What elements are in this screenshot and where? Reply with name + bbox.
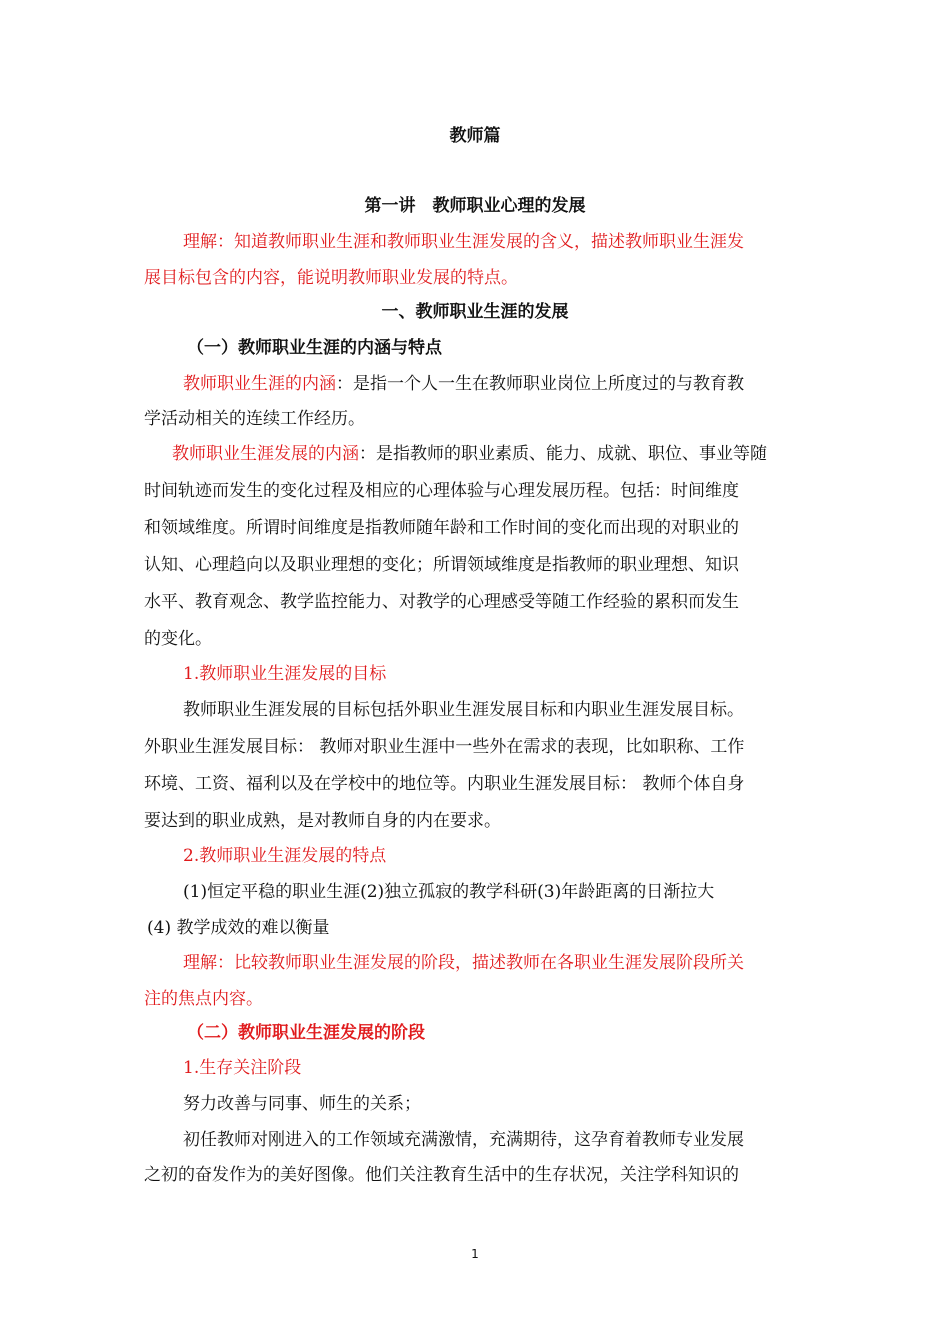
development-meaning-line: 的变化。 bbox=[144, 629, 212, 649]
goals-text-line: 环境、工资、福利以及在学校中的地位等。内职业生涯发展目标： 教师个体自身 bbox=[144, 774, 745, 794]
development-meaning-line: 认知、心理趋向以及职业理想的变化；所谓领域维度是指教师的职业理想、知识 bbox=[144, 555, 739, 575]
sub2-title: （二）教师职业生涯发展的阶段 bbox=[187, 1023, 425, 1043]
document-title: 教师篇 bbox=[449, 126, 501, 146]
goals-text-line: 外职业生涯发展目标： 教师对职业生涯中一些外在需求的表现，比如职称、工作 bbox=[144, 737, 745, 757]
career-meaning-label: 教师职业生涯的内涵 bbox=[183, 374, 336, 394]
section1-title: 一、教师职业生涯的发展 bbox=[381, 302, 569, 322]
page-number: 1 bbox=[471, 1247, 479, 1261]
career-meaning-line2: 学活动相关的连续工作经历。 bbox=[144, 409, 365, 429]
development-meaning-line: 和领域维度。所谓时间维度是指教师随年龄和工作时间的变化而出现的对职业的 bbox=[144, 518, 739, 538]
goals-text-line: 教师职业生涯发展的目标包括外职业生涯发展目标和内职业生涯发展目标。 bbox=[183, 700, 744, 720]
features-heading: 2.教师职业生涯发展的特点 bbox=[183, 846, 387, 866]
sub1-title: （一）教师职业生涯的内涵与特点 bbox=[187, 338, 442, 358]
development-meaning-line: 水平、教育观念、教学监控能力、对教学的心理感受等随工作经验的累积而发生 bbox=[144, 592, 739, 612]
lecture-title: 第一讲 教师职业心理的发展 bbox=[364, 196, 586, 216]
goals-heading: 1.教师职业生涯发展的目标 bbox=[183, 664, 387, 684]
career-meaning-text: ：是指一个人一生在教师职业岗位上所度过的与教育教 bbox=[336, 374, 744, 394]
features-text-line: (4) 教学成效的难以衡量 bbox=[147, 918, 330, 938]
features-text-line: (1)恒定平稳的职业生涯(2)独立孤寂的教学科研(3)年龄距离的日渐拉大 bbox=[183, 882, 715, 902]
stage1-text-line: 之初的奋发作为的美好图像。他们关注教育生活中的生存状况，关注学科知识的 bbox=[144, 1165, 739, 1185]
goals-text-line: 要达到的职业成熟，是对教师自身的内在要求。 bbox=[144, 811, 501, 831]
goal1-line2: 展目标包含的内容，能说明教师职业发展的特点。 bbox=[144, 268, 518, 288]
development-meaning-line: 时间轨迹而发生的变化过程及相应的心理体验与心理发展历程。包括：时间维度 bbox=[144, 481, 739, 501]
development-meaning-text: ：是指教师的职业素质、能力、成就、职位、事业等随 bbox=[359, 444, 767, 464]
development-meaning-label: 教师职业生涯发展的内涵 bbox=[172, 444, 359, 464]
stage1-text-line: 努力改善与同事、师生的关系； bbox=[183, 1094, 421, 1114]
career-meaning-line1 bbox=[183, 372, 744, 396]
goal2-line2: 注的焦点内容。 bbox=[144, 989, 263, 1009]
stage1-text-line: 初任教师对刚进入的工作领域充满激情，充满期待，这孕育着教师专业发展 bbox=[183, 1130, 744, 1150]
development-meaning-line1 bbox=[172, 442, 767, 466]
goal1-line1: 理解：知道教师职业生涯和教师职业生涯发展的含义，描述教师职业生涯发 bbox=[183, 232, 744, 252]
stage1-heading: 1.生存关注阶段 bbox=[183, 1058, 302, 1078]
goal2-line1: 理解：比较教师职业生涯发展的阶段，描述教师在各职业生涯发展阶段所关 bbox=[183, 953, 744, 973]
